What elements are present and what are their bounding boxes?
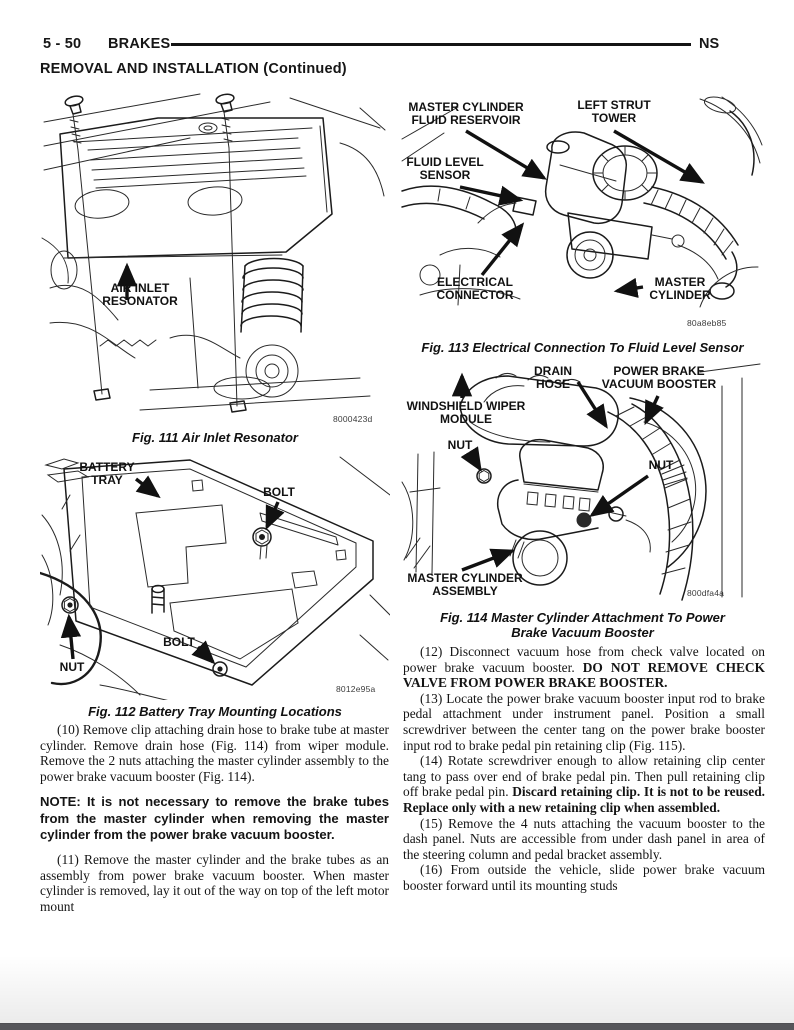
figure-114 bbox=[400, 362, 765, 654]
left-text-column bbox=[40, 722, 389, 914]
paragraph-step-14 bbox=[403, 753, 765, 815]
fig114-code: 800dfa4a bbox=[687, 588, 725, 598]
fig113-label-electrical-connector: ELECTRICAL CONNECTOR bbox=[436, 275, 514, 303]
fig111-label-air-inlet-resonator: AIR INLET RESONATOR bbox=[102, 281, 178, 309]
fig114-label-nut-right: NUT bbox=[648, 458, 674, 472]
step-12-warning: DO NOT REMOVE CHECK VALVE FROM POWER BRAKE BOOSTER. bbox=[403, 659, 766, 691]
fig113-label-left-strut-tower: LEFT STRUT TOWER bbox=[577, 98, 651, 126]
fig111-illustration bbox=[40, 88, 390, 428]
figure-113 bbox=[400, 95, 765, 361]
fig112-label-battery-tray: BATTERY TRAY bbox=[79, 460, 135, 488]
paragraph-step-15: (15) Remove the 4 nuts attaching the vacuum booster to the dash panel. Nuts are accessible from under dash panel in area of the steering column and pedal bracket assembly. bbox=[403, 815, 765, 862]
viewer-bottom-edge bbox=[0, 1023, 794, 1030]
fig114-caption: Fig. 114 Master Cylinder Attachment To Power Brake Vacuum Booster bbox=[440, 610, 725, 640]
step-14-text: (14) Rotate screwdriver enough to allow retaining clip center tang to pass over end of brake pedal pin. Then pull retaining clip off brake pedal pin. bbox=[403, 753, 765, 800]
fig111-code: 8000423d bbox=[333, 414, 373, 424]
fig113-code: 80a8eb85 bbox=[687, 318, 727, 328]
fig112-label-bolt-bottom: BOLT bbox=[163, 635, 195, 649]
fig111-caption: Fig. 111 Air Inlet Resonator bbox=[132, 430, 298, 445]
fig114-label-nut-left: NUT bbox=[447, 438, 473, 452]
step-14-warning: Discard retaining clip. It is not to be reused. Replace only with a new retaining clip when assembled. bbox=[403, 784, 765, 815]
step-12-text: (12) Disconnect vacuum hose from check valve located on power brake vacuum booster. bbox=[403, 644, 765, 675]
fig112-label-bolt-top: BOLT bbox=[263, 485, 295, 499]
fig114-label-drain-hose: DRAIN HOSE bbox=[534, 364, 572, 392]
fig112-caption: Fig. 112 Battery Tray Mounting Locations bbox=[88, 704, 342, 719]
fig112-illustration bbox=[40, 455, 390, 700]
fig113-caption: Fig. 113 Electrical Connection To Fluid Level Sensor bbox=[421, 340, 744, 355]
paragraph-step-10: (10) Remove clip attaching drain hose to brake tube at master cylinder. Remove drain hose (Fig. 114) from wiper module. Remove the 2 nuts attaching the master cylinder assembly to the power brake vacuum booster (Fig. 114). bbox=[40, 722, 389, 784]
note-paragraph: NOTE: It is not necessary to remove the brake tubes from the master cylinder when removing the master cylinder from the power brake vacuum booster. bbox=[40, 794, 389, 842]
paragraph-step-16: (16) From outside the vehicle, slide power brake vacuum booster forward until its mounting studs bbox=[403, 862, 765, 893]
fig112-label-nut: NUT bbox=[59, 660, 85, 674]
header-section: BRAKES bbox=[108, 36, 171, 52]
header-rule bbox=[171, 43, 691, 46]
page-title: REMOVAL AND INSTALLATION (Continued) bbox=[40, 61, 347, 77]
header-page-ref: 5 - 50 bbox=[43, 36, 82, 52]
figure-112 bbox=[40, 455, 390, 727]
fig112-code: 8012e95a bbox=[336, 684, 376, 694]
fig114-label-windshield-wiper-module: WINDSHIELD WIPER MODULE bbox=[406, 399, 526, 427]
paragraph-step-11: (11) Remove the master cylinder and the brake tubes as an assembly from power brake vacuum booster. When master cylinder is removed, lay it out of the way on top of the left motor mount bbox=[40, 851, 389, 914]
header-model-code: NS bbox=[699, 36, 720, 52]
figure-111 bbox=[40, 88, 390, 452]
fig113-label-fluid-level-sensor: FLUID LEVEL SENSOR bbox=[406, 155, 484, 183]
paragraph-step-12 bbox=[403, 644, 765, 691]
right-text-column bbox=[403, 644, 765, 894]
fig114-label-master-cylinder-assembly: MASTER CYLINDER ASSEMBLY bbox=[407, 571, 523, 599]
fig113-label-master-cylinder-fluid-reservoir: MASTER CYLINDER FLUID RESERVOIR bbox=[408, 100, 524, 128]
paragraph-step-13: (13) Locate the power brake vacuum booster input rod to brake pedal attachment under instrument panel. Position a small screwdriver between the center tang on the power brake booster input rod to brake pedal pin retaining clip (Fig. 115). bbox=[403, 690, 765, 753]
fig113-label-master-cylinder: MASTER CYLINDER bbox=[649, 275, 711, 303]
fig114-label-power-brake-vacuum-booster: POWER BRAKE VACUUM BOOSTER bbox=[601, 364, 717, 392]
